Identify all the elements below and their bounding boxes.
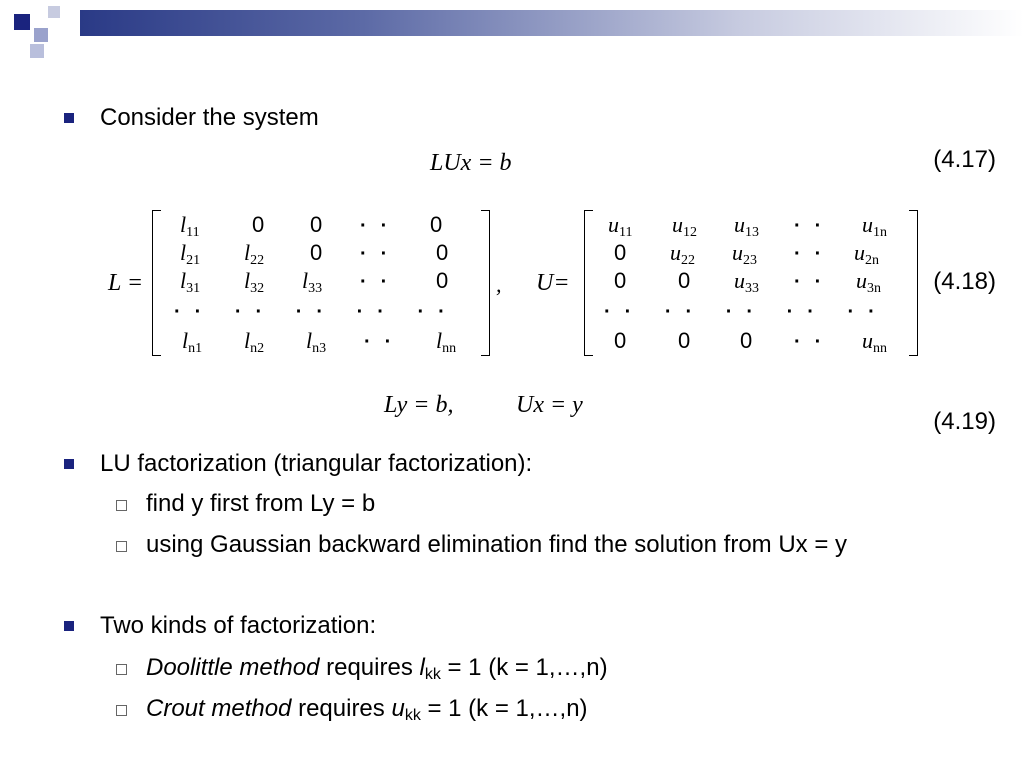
- method-name: Crout method: [146, 695, 292, 722]
- L-cell: $l_{31}$: [180, 268, 201, 296]
- header-square-dark: [14, 14, 30, 30]
- equation-number-4-19: (4.19): [933, 408, 996, 435]
- U-cell: 0: [678, 268, 691, 293]
- U-dots: ··: [794, 215, 836, 237]
- L-matrix: [152, 210, 492, 358]
- U-cell: $u_{nn}$: [862, 328, 887, 356]
- bullet-text: Consider the system: [100, 104, 319, 131]
- text-fragment: requires: [319, 654, 420, 681]
- sub-bullet-box-icon: [116, 705, 127, 716]
- sub-bullet-text: [146, 695, 588, 730]
- U-cell: 0: [740, 328, 753, 353]
- L-dots: ··: [360, 243, 402, 265]
- bullet-text: Two kinds of factorization:: [100, 612, 377, 639]
- variable: u: [391, 695, 405, 722]
- header-square-light: [30, 44, 44, 58]
- U-dots: ··: [794, 271, 836, 293]
- L-dots-row: ·· ·· ·· ·· ··: [174, 301, 459, 323]
- U-cell: $u_{13}$: [734, 212, 759, 240]
- bullet-square-icon: [64, 621, 74, 631]
- bullet-text: LU factorization (triangular factorization):: [100, 450, 533, 477]
- sub-bullet-text: find y first from Ly = b: [146, 490, 376, 517]
- subscript: kk: [424, 666, 441, 683]
- bullet-square-icon: [64, 459, 74, 469]
- U-cell: $u_{1n}$: [862, 212, 887, 240]
- equation-4-19-right: Ux = y: [516, 392, 583, 418]
- L-cell: $l_{nn}$: [436, 328, 457, 356]
- L-right-bracket: [481, 210, 490, 356]
- L-cell: $l_{n2}$: [244, 328, 265, 356]
- U-cell: 0: [614, 240, 627, 265]
- U-cell: $u_{11}$: [608, 212, 633, 240]
- U-cell: 0: [614, 268, 627, 293]
- L-cell: 0: [310, 212, 323, 237]
- U-left-bracket: [584, 210, 593, 356]
- L-label: L =: [108, 270, 144, 296]
- bullet-square-icon: [64, 113, 74, 123]
- L-dots: ··: [360, 215, 402, 237]
- U-label: U=: [536, 270, 570, 296]
- equation-number-4-17: (4.17): [933, 146, 996, 173]
- L-cell: 0: [430, 212, 443, 237]
- U-dots: ··: [794, 331, 836, 353]
- subscript: kk: [404, 707, 421, 724]
- L-dots: ··: [360, 271, 402, 293]
- header-gradient-bar: [80, 10, 1024, 36]
- U-dots-row: ·· ·· ·· ·· ··: [604, 301, 889, 323]
- sub-bullet-box-icon: [116, 541, 127, 552]
- U-dots: ··: [794, 243, 836, 265]
- matrix-separator-comma: ,: [496, 272, 502, 297]
- L-cell: $l_{32}$: [244, 268, 265, 296]
- L-cell: $l_{22}$: [244, 240, 265, 268]
- text-fragment: = 1 (k = 1,…,n): [440, 654, 608, 681]
- U-cell: $u_{2n}$: [854, 240, 879, 268]
- equation-4-19-left: Ly = b,: [384, 392, 454, 418]
- sub-bullet-text: [146, 654, 608, 689]
- U-cell: $u_{12}$: [672, 212, 697, 240]
- sub-bullet-box-icon: [116, 500, 127, 511]
- equation-4-17: LUx = b: [430, 150, 512, 176]
- L-cell: $l_{n3}$: [306, 328, 327, 356]
- L-cell: 0: [252, 212, 265, 237]
- L-cell: $l_{n1}$: [182, 328, 203, 356]
- L-left-bracket: [152, 210, 161, 356]
- U-cell: $u_{33}$: [734, 268, 759, 296]
- variable: l: [419, 654, 425, 681]
- U-right-bracket: [909, 210, 918, 356]
- text-fragment: = 1 (k = 1,…,n): [420, 695, 588, 722]
- U-cell: $u_{22}$: [670, 240, 695, 268]
- L-cell: 0: [310, 240, 323, 265]
- text-fragment: requires: [291, 695, 392, 722]
- L-cell: 0: [436, 240, 449, 265]
- U-cell: $u_{23}$: [732, 240, 757, 268]
- U-cell: 0: [614, 328, 627, 353]
- L-cell: $l_{21}$: [180, 240, 201, 268]
- U-cell: $u_{3n}$: [856, 268, 881, 296]
- L-cell: $l_{11}$: [180, 212, 200, 240]
- L-dots: ··: [364, 331, 406, 353]
- U-matrix: [584, 210, 920, 358]
- sub-bullet-text: using Gaussian backward elimination find the solution from Ux = y: [146, 531, 848, 558]
- header-square-mid: [48, 6, 60, 18]
- equation-number-4-18: (4.18): [933, 268, 996, 295]
- L-cell: $l_{33}$: [302, 268, 323, 296]
- L-cell: 0: [436, 268, 449, 293]
- sub-bullet-box-icon: [116, 664, 127, 675]
- header-square-light: [34, 28, 48, 42]
- method-name: Doolittle method: [146, 654, 320, 681]
- U-cell: 0: [678, 328, 691, 353]
